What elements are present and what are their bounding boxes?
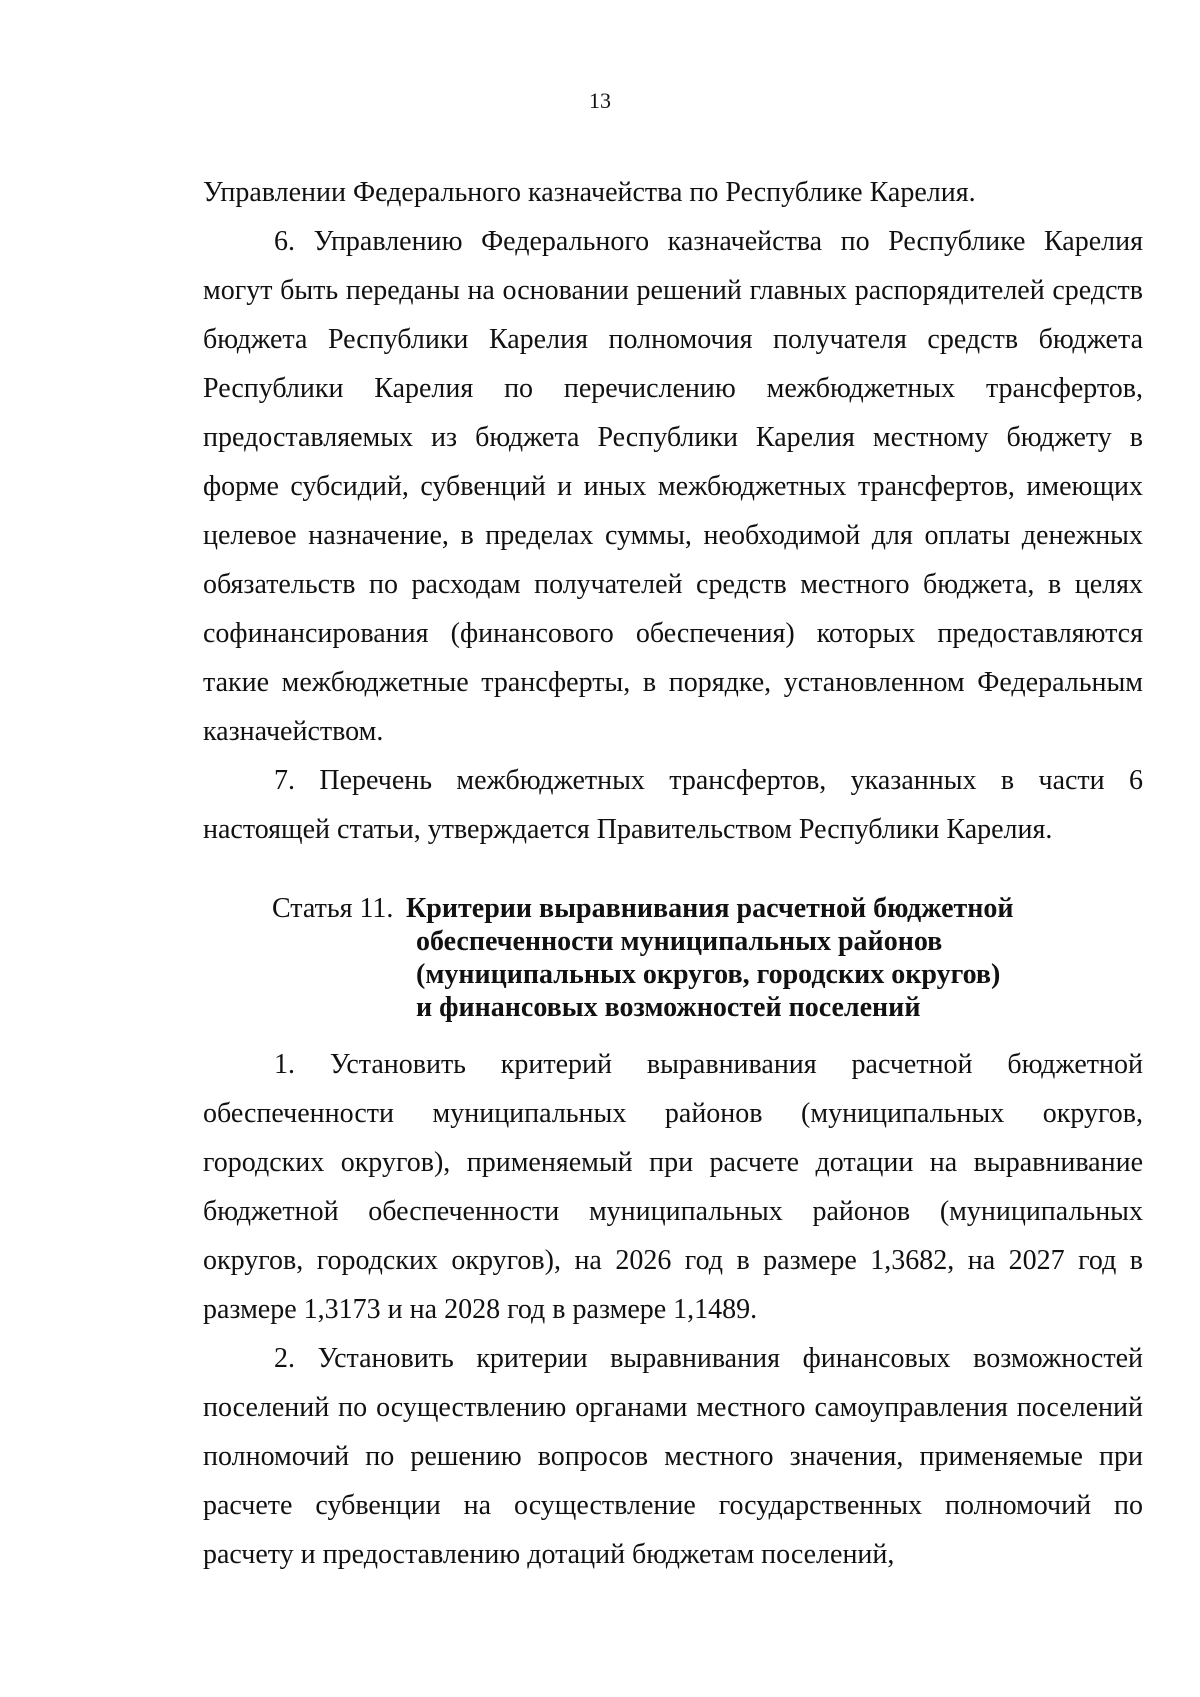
article-title-line: Критерии выравнивания расчетной бюджетной	[406, 893, 1014, 924]
text-block-top	[203, 168, 1143, 854]
article-title	[406, 892, 1126, 1024]
article-title-line: и финансовых возможностей поселений	[416, 992, 921, 1023]
paragraph-continuation: Управлении Федерального казначейства по Республике Карелия.	[203, 177, 976, 208]
paragraph-item-7: 7. Перечень межбюджетных трансфертов, указанных в части 6 настоящей статьи, утверждается Правительством Республики Карелия.	[203, 765, 1143, 845]
page-number: 13	[589, 88, 611, 113]
text-block-bottom	[203, 1040, 1143, 1579]
article-title-line: (муниципальных округов, городских округов)	[416, 959, 1001, 990]
paragraph-item-6: 6. Управлению Федерального казначейства по Республике Карелия могут быть переданы на основании решений главных распорядителей средств бюджета Республики Карелия полномочия получателя средств бюджета Республики Карелия по перечислению межбюджетных трансфертов, предоставляемых из бюджета Республики Карелия местному бюджету в форме субсидий, субвенций и иных межбюджетных трансфертов, имеющих целевое назначение, в пределах суммы, необходимой для оплаты денежных обязательств по расходам получателей средств местного бюджета, в целях софинансирования (финансового обеспечения) которых предоставляются такие межбюджетные трансферты, в порядке, установленном Федеральным казначейством.	[203, 226, 1143, 747]
paragraph-item-1: 1. Установить критерий выравнивания расчетной бюджетной обеспеченности муниципальных районов (муниципальных округов, городских округов), применяемый при расчете дотации на выравнивание бюджетной обеспеченности муниципальных районов (муниципальных округов, городских округов), на 2026 год в размере 1,3682, на 2027 год в размере 1,3173 и на 2028 год в размере 1,1489.	[203, 1049, 1143, 1325]
article-title-line: обеспеченности муниципальных районов	[416, 926, 943, 957]
paragraph-item-2: 2. Установить критерии выравнивания финансовых возможностей поселений по осуществлению органами местного самоуправления поселений полномочий по решению вопросов местного значения, применяемые при расчете субвенции на осуществление государственных полномочий по расчету и предоставлению дотаций бюджетам поселений,	[203, 1343, 1143, 1570]
article-label: Статья 11.	[272, 893, 394, 924]
